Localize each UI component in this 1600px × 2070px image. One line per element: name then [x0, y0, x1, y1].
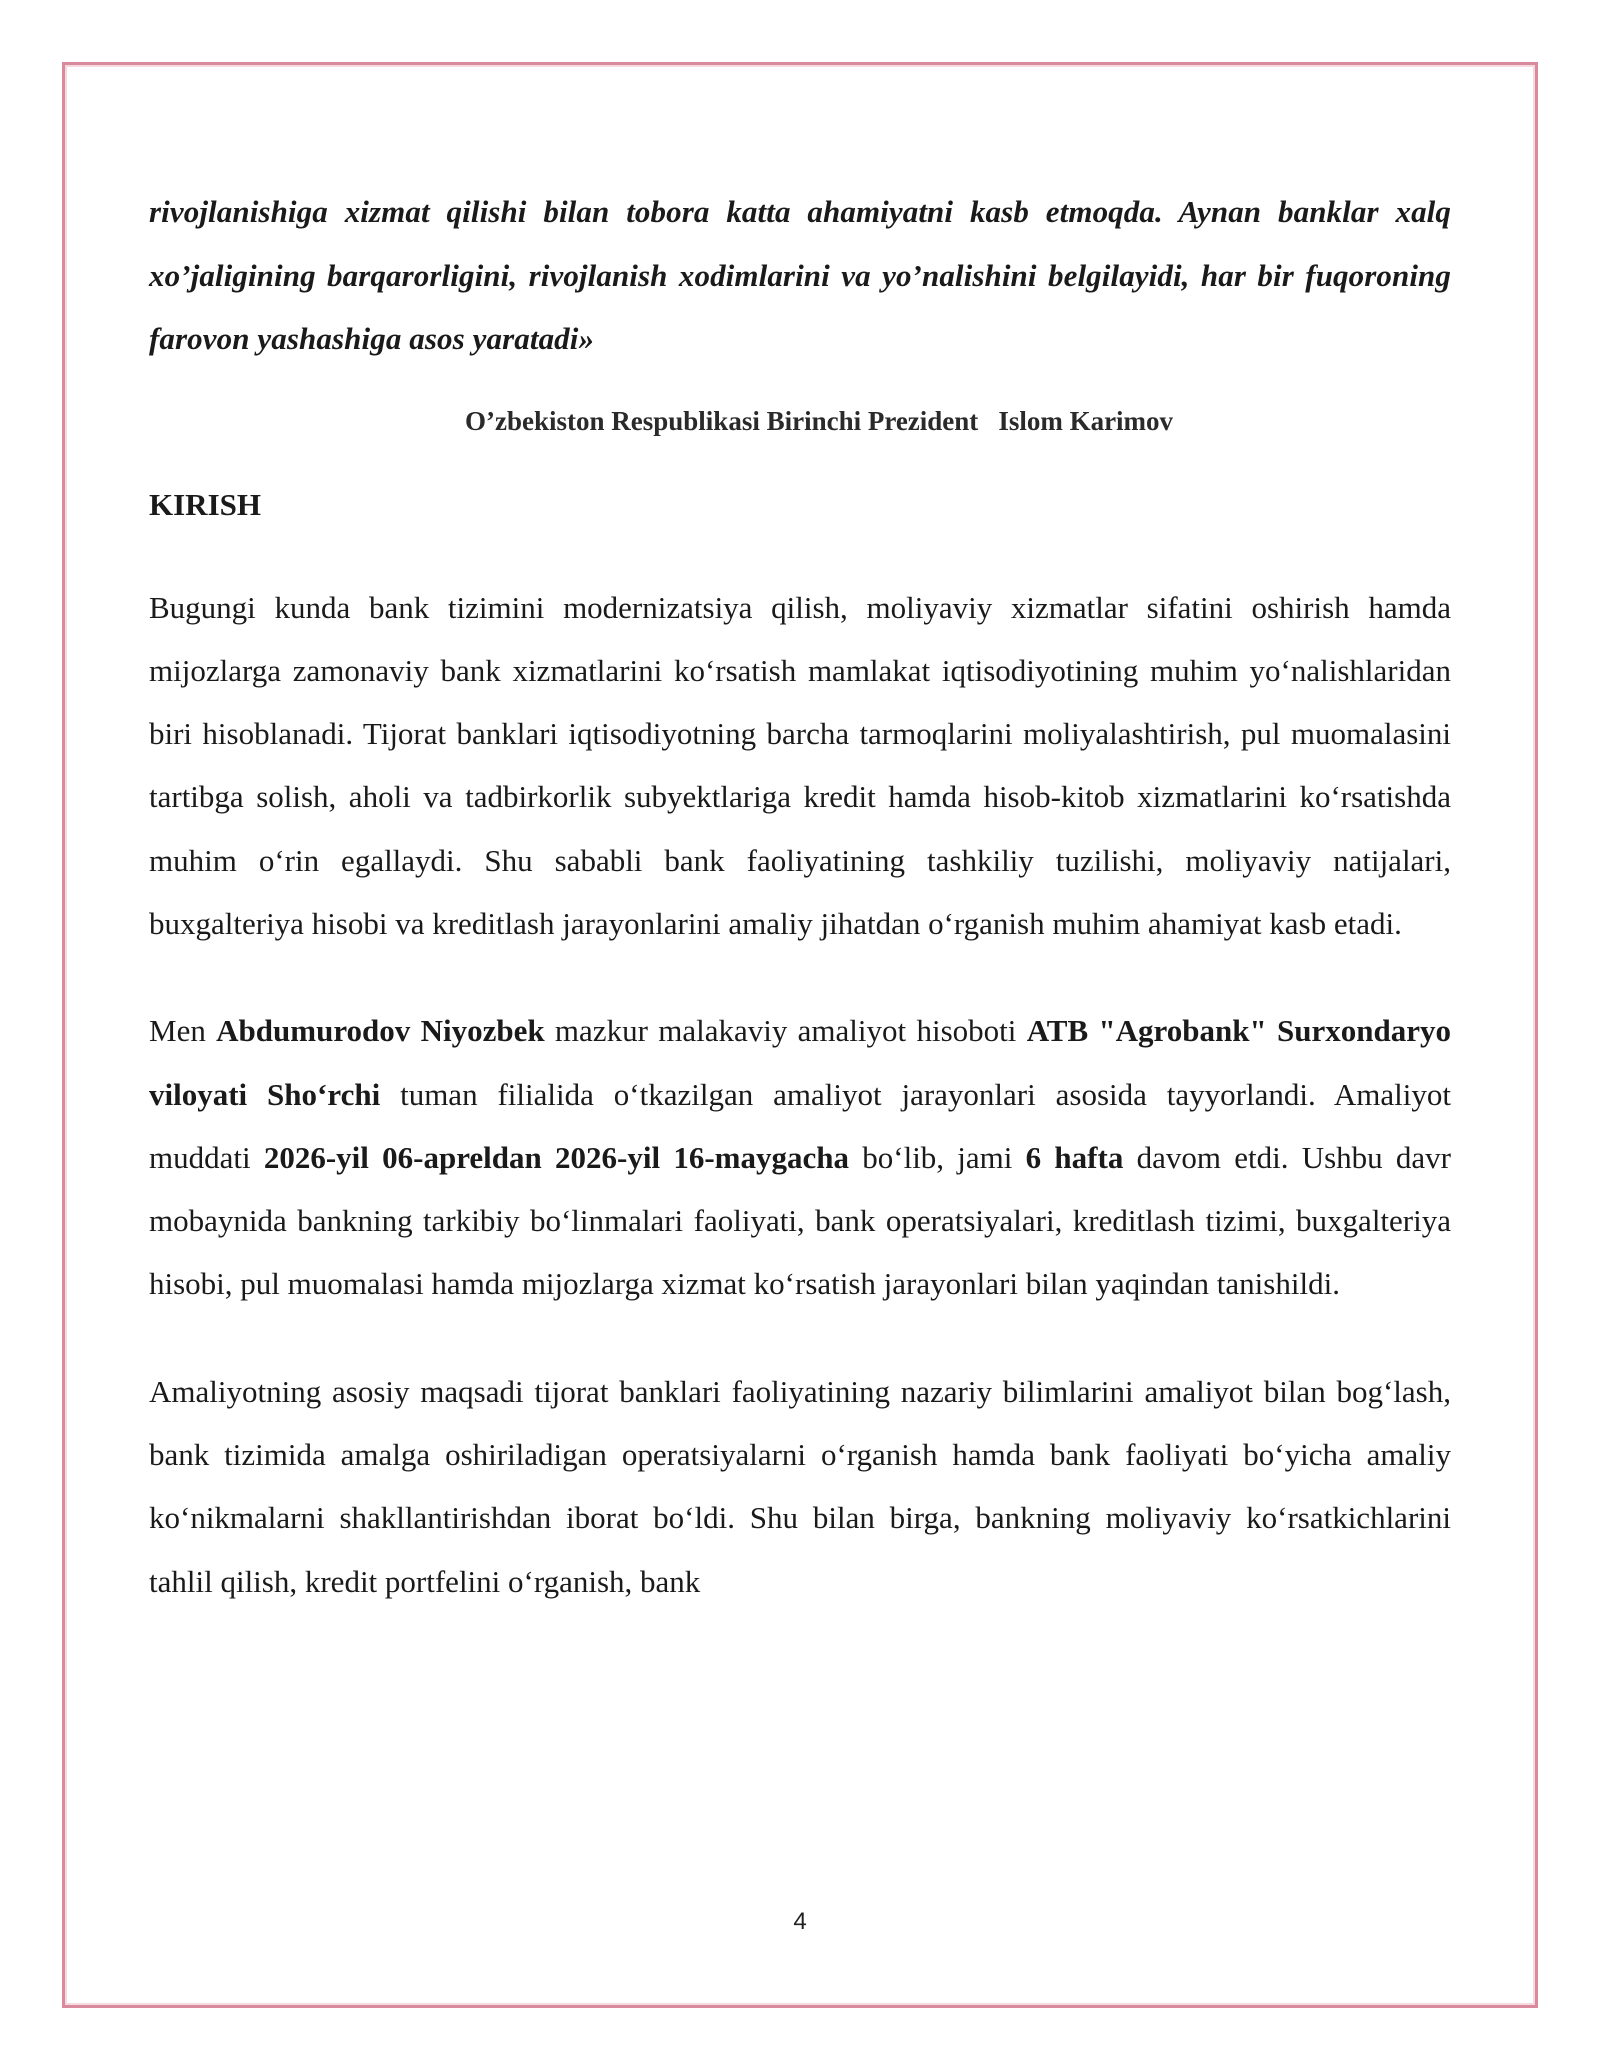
- document-body: [149, 180, 1451, 1613]
- section-heading: KIRISH: [149, 486, 261, 522]
- paragraph-2-text-1: Men: [149, 1013, 217, 1049]
- epigraph-attribution: [465, 403, 1451, 439]
- paragraph-2: [149, 999, 1451, 1315]
- paragraph-1: Bugungi kunda bank tizimini modernizatsiya qilish, moliyaviy xizmatlar sifatini oshirish hamda mijozlarga zamonaviy bank xizmatlarini koʻrsatish mamlakat iqtisodiyotining muhim yoʻnalishlaridan biri hisoblanadi. Tijorat banklari iqtisodiyotning barcha tarmoqlarini moliyalashtirish, pul muomalasini tartibga solish, aholi va tadbirkorlik subyektlariga kredit hamda hisob-kitob xizmatlarini koʻrsatishda muhim oʻrin egallaydi. Shu sababli bank faoliyatining tashkiliy tuzilishi, moliyaviy natijalari, buxgalteriya hisobi va kreditlash jarayonlarini amaliy jihatdan oʻrganish muhim ahamiyat kasb etadi.: [149, 589, 1451, 941]
- internship-duration: 6 hafta: [1025, 1139, 1124, 1175]
- paragraph-2-text-4: boʻlib, jami: [849, 1139, 1026, 1175]
- paragraph-2-text-3: tuman filialida oʻtkazilgan amaliyot jarayonlari asosida tayyorlandi. Amaliyot muddati: [149, 1076, 1452, 1175]
- attribution-title: O’zbekiston Respublikasi Birinchi Prezident: [465, 405, 979, 436]
- bank-branch-name: ATB "Agrobank" Surxondaryo viloyati Shoʻrchi: [149, 1013, 1451, 1112]
- page-number: 4: [793, 1908, 807, 1935]
- paragraph-3: Amaliyotning asosiy maqsadi tijorat banklari faoliyatining nazariy bilimlarini amaliyot bilan bogʻlash, bank tizimida amalga oshiriladigan operatsiyalarni oʻrganish hamda bank faoliyati boʻyicha amaliy koʻnikmalarni shakllantirishdan iborat boʻldi. Shu bilan birga, bankning moliyaviy koʻrsatkichlarini tahlil qilish, kredit portfelini oʻrganish, bank: [149, 1373, 1451, 1599]
- paragraph-2-text-2: mazkur malakaviy amaliyot hisoboti: [544, 1013, 1027, 1049]
- epigraph-quote: rivojlanishiga xizmat qilishi bilan tobora katta ahamiyatni kasb etmoqda. Aynan banklar xalq xo’jaligining barqarorligini, rivojlanish xodimlarini va yo’nalishini belgilayidi, har bir fuqoroning farovon yashashiga asos yaratadi»: [149, 194, 1451, 356]
- paragraph-2-text-5: davom etdi. Ushbu davr mobaynida bankning tarkibiy boʻlinmalari faoliyati, bank operatsiyalari, kreditlash tizimi, buxgalteriya hisobi, pul muomalasi hamda mijozlarga xizmat koʻrsatish jarayonlari bilan yaqindan tanishildi.: [149, 1139, 1451, 1302]
- internship-period: 2026-yil 06-apreldan 2026-yil 16-maygacha: [263, 1139, 849, 1175]
- attribution-name: Islom Karimov: [998, 405, 1174, 436]
- student-name: Abdumurodov Niyozbek: [216, 1013, 545, 1049]
